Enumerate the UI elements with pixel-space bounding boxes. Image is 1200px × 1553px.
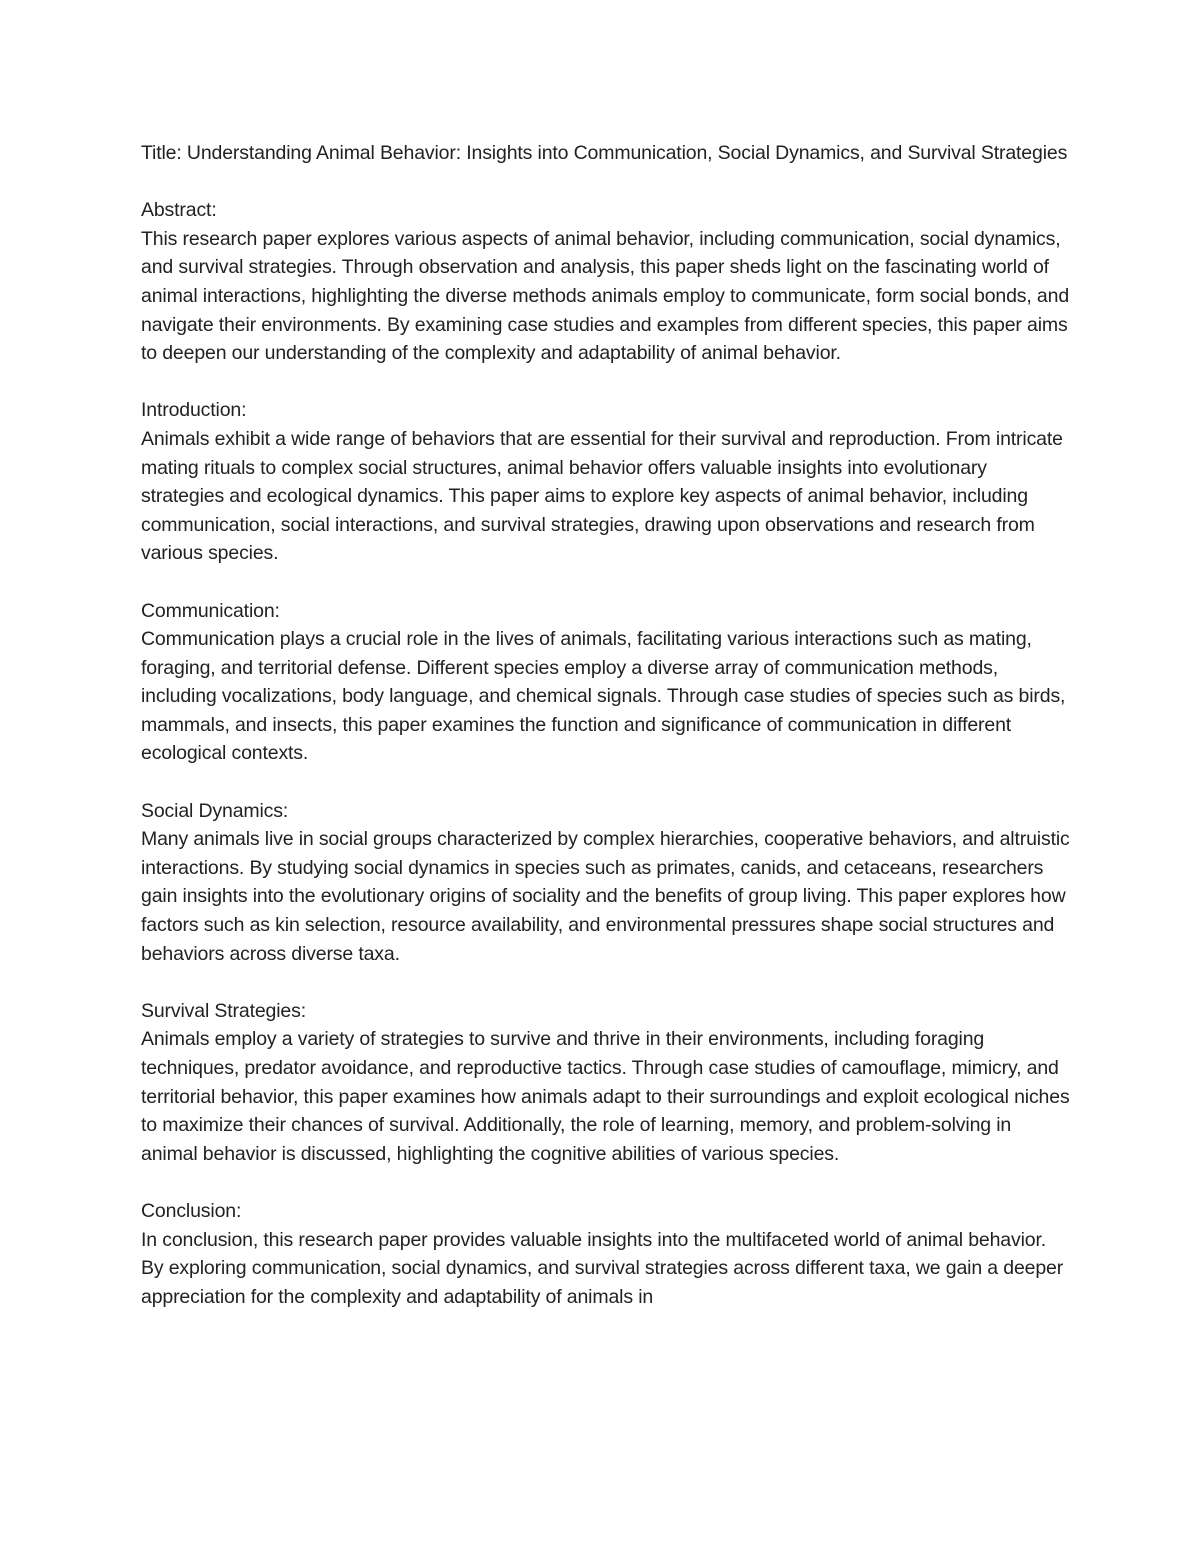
section-heading: Conclusion: bbox=[141, 1199, 242, 1222]
section-communication bbox=[141, 597, 1071, 769]
section-text: Communication plays a crucial role in the lives of animals, facilitating various interactions such as mating, foraging, and territorial defense. Different species employ a diverse array of communication methods, including vocalizations, body language, and chemical signals. Through case studies of species such as birds, mammals, and insects, this paper examines the function and significance of communication in different ecological contexts. bbox=[141, 628, 1066, 765]
section-heading: Social Dynamics: bbox=[141, 799, 289, 822]
section-text: Many animals live in social groups characterized by complex hierarchies, cooperative behaviors, and altruistic interactions. By studying social dynamics in species such as primates, canids, and cetaceans, researchers gain insights into the evolutionary origins of sociality and the benefits of group living. This paper explores how factors such as kin selection, resource availability, and environmental pressures shape social structures and behaviors across diverse taxa. bbox=[141, 828, 1070, 965]
section-survival-strategies bbox=[141, 997, 1071, 1169]
section-heading: Abstract: bbox=[141, 199, 217, 222]
section-text: In conclusion, this research paper provides valuable insights into the multifaceted world of animal behavior. By exploring communication, social dynamics, and survival strategies across different taxa, we gain a deeper appreciation for the complexity and adaptability of animals in bbox=[141, 1228, 1064, 1308]
section-heading: Survival Strategies: bbox=[141, 999, 306, 1022]
section-social-dynamics bbox=[141, 797, 1071, 969]
section-heading: Introduction: bbox=[141, 399, 247, 422]
document-title: Title: Understanding Animal Behavior: Insights into Communication, Social Dynamics, and Survival Strategies bbox=[141, 142, 1068, 164]
document-page bbox=[141, 139, 1071, 1340]
section-text: This research paper explores various aspects of animal behavior, including communication, social dynamics, and survival strategies. Through observation and analysis, this paper sheds light on the fascinating world of animal interactions, highlighting the diverse methods animals employ to communicate, form social bonds, and navigate their environments. By examining case studies and examples from different species, this paper aims to deepen our understanding of the complexity and adaptability of animal behavior. bbox=[141, 227, 1070, 365]
section-text: Animals employ a variety of strategies to survive and thrive in their environments, including foraging techniques, predator avoidance, and reproductive tactics. Through case studies of camouflage, mimicry, and territorial behavior, this paper examines how animals adapt to their surroundings and exploit ecological niches to maximize their chances of survival. Additionally, the role of learning, memory, and problem-solving in animal behavior is discussed, highlighting the cognitive abilities of various species. bbox=[141, 1028, 1070, 1165]
section-heading: Communication: bbox=[141, 599, 280, 622]
section-abstract bbox=[141, 196, 1071, 368]
section-text: Animals exhibit a wide range of behaviors that are essential for their survival and reproduction. From intricate mating rituals to complex social structures, animal behavior offers valuable insights into evolutionary strategies and ecological dynamics. This paper aims to explore key aspects of animal behavior, including communication, social interactions, and survival strategies, drawing upon observations and research from various species. bbox=[141, 427, 1063, 565]
section-conclusion bbox=[141, 1197, 1071, 1311]
section-introduction bbox=[141, 396, 1071, 568]
